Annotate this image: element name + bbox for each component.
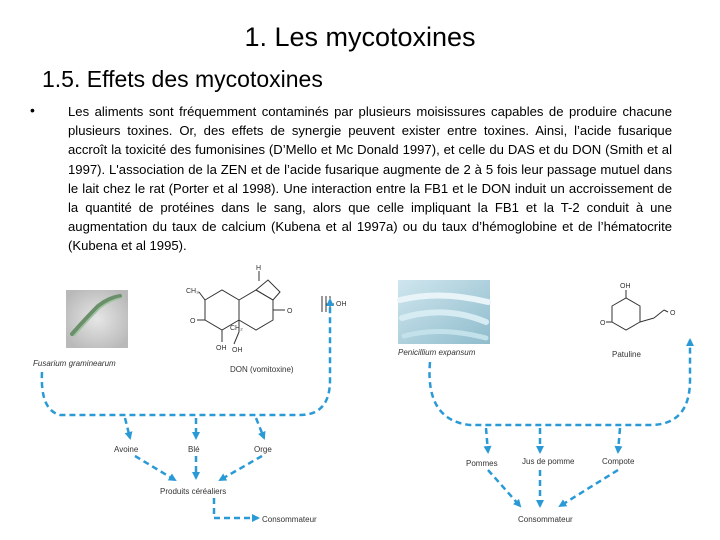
section-title: 1.5. Effets des mycotoxines bbox=[42, 66, 323, 92]
don-h-label: H bbox=[256, 265, 262, 272]
penicillium-label: Penicillium expansum bbox=[398, 348, 476, 357]
right-flow-arrows bbox=[430, 340, 691, 506]
slide-title: 1. Les mycotoxines bbox=[244, 22, 476, 52]
don-molecule-icon bbox=[197, 271, 334, 344]
don-ch2-label: CH₂ bbox=[230, 325, 243, 332]
patuline-o-label: O bbox=[670, 310, 676, 317]
don-o2-label: O bbox=[190, 318, 196, 325]
food-compote: Compote bbox=[602, 457, 635, 466]
food-jus-de-pomme: Jus de pomme bbox=[522, 457, 575, 466]
bullet-icon: • bbox=[30, 102, 35, 118]
food-orge: Orge bbox=[254, 445, 272, 454]
don-label: DON (vomitoxine) bbox=[230, 365, 294, 374]
food-pommes: Pommes bbox=[466, 459, 498, 468]
penicillium-micrograph bbox=[398, 280, 490, 344]
food-avoine: Avoine bbox=[114, 445, 139, 454]
patuline-label: Patuline bbox=[612, 350, 641, 359]
bullet-paragraph: Les aliments sont fréquemment contaminés par plusieurs moisissures capables de produire chacune plusieurs toxines. Or, des effets de synergie peuvent exister entre toxines. Ainsi, l’acide fusarique accroît la toxicité des fumonisines (D’Mello et Mc Donald 1997), et celle du DAS et du DON (Smith et al 1997). L'association de la ZEN et de l’acide fusarique augmente de 2 à 5 fois leur passage mutuel dans le lait chez le rat (Porter et al 1998). Une interaction entre la FB1 et le DON induit un accroissement de la quantité de protéines dans le sang, alors que celle impliquant la FB1 et la T-2 conduit à une augmentation du taux de calcium (Kubena et al 1997a) ou du taux d’hémoglobine et de l’hématocrite (Kubena et al 1995). bbox=[68, 104, 672, 254]
fusarium-micrograph bbox=[66, 290, 128, 348]
side-oh-label: OH bbox=[336, 301, 347, 308]
consumer-left-label: Consommateur bbox=[262, 515, 317, 524]
don-oh-label: OH bbox=[216, 345, 227, 352]
food-ble: Blé bbox=[188, 445, 200, 454]
patuline-molecule-icon bbox=[606, 290, 668, 330]
patuline-o2-label: O bbox=[600, 320, 606, 327]
don-ch3-label: CH₃ bbox=[186, 288, 199, 295]
don-oh2-label: OH bbox=[232, 347, 243, 354]
fusarium-label: Fusarium graminearum bbox=[33, 359, 116, 368]
consumer-right-label: Consommateur bbox=[518, 515, 573, 524]
don-o-label: O bbox=[287, 308, 293, 315]
patuline-oh-label: OH bbox=[620, 283, 631, 290]
product-cereal-label: Produits céréaliers bbox=[160, 487, 227, 496]
